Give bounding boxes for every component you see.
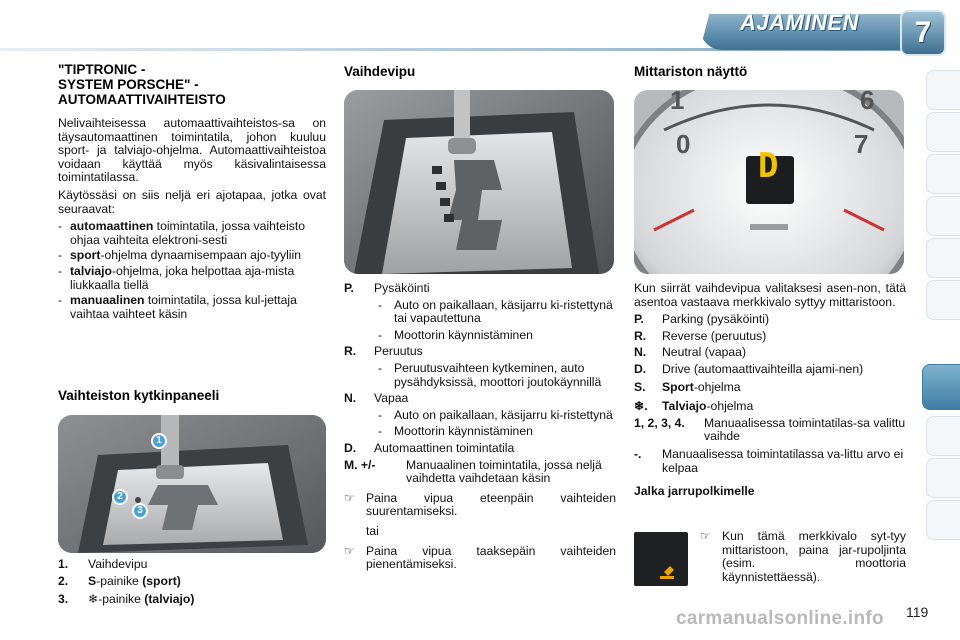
chapter-tab[interactable]	[926, 500, 960, 540]
chapter-tab[interactable]	[926, 280, 960, 320]
dash: -	[378, 424, 383, 439]
chapter-tab[interactable]	[926, 112, 960, 152]
gauge-number: 6	[860, 90, 875, 115]
gear-position-list	[344, 282, 616, 486]
mode-text: -ohjelma, joka helpottaa aja-mista liukkaalla tiellä	[70, 263, 295, 292]
mode-term: sport	[70, 248, 101, 263]
section-title-panel: Vaihteiston kytkinpaneeli	[58, 388, 220, 403]
chapter-tab[interactable]	[926, 70, 960, 110]
display-item	[634, 448, 906, 475]
page-header	[0, 0, 960, 58]
mode-item	[58, 265, 326, 292]
chapter-number-badge: 7	[900, 10, 946, 56]
note-text: tai	[366, 523, 379, 538]
display-text: Parking (pysäköinti)	[662, 312, 770, 327]
snowflake-icon: ❄	[88, 592, 99, 607]
gear-text: Pysäköinti	[374, 281, 430, 295]
note-text: Kun tämä merkkivalo syt-tyy mittaristoon, paina jar-rupoljinta (esim. moottoria käynnistettäessä).	[722, 529, 906, 584]
snowflake-icon: ❄.	[634, 399, 648, 414]
chapter-tab[interactable]	[926, 154, 960, 194]
display-key: R.	[634, 328, 647, 343]
display-text: Reverse (peruutus)	[662, 328, 767, 343]
display-key: D.	[634, 361, 647, 376]
gear-position-item	[344, 442, 616, 456]
watermark: carmanualsonline.info	[676, 608, 884, 629]
display-text: -ohjelma	[693, 379, 741, 394]
intro-paragraph: Nelivaihteisessa automaattivaihteistos-sa on täysautomaattinen toimintatila, johon kuuluu sport- ja talviajo-ohjelma. Automaattivaihteistoa voidaan käyttää myös käsivalintaisessa toimintatilassa.	[58, 116, 326, 185]
title-line: AUTOMAATTIVAIHTEISTO	[58, 92, 226, 107]
panel-legend-list	[58, 558, 326, 607]
gear-text: Vapaa	[374, 391, 409, 406]
note-text: Paina vipua taaksepäin vaihteiden pienentämiseksi.	[366, 543, 616, 572]
gear-subtext: Moottorin käynnistäminen	[394, 327, 533, 342]
gear-key: M. +/-	[344, 457, 376, 472]
gauge-number: 7	[854, 129, 869, 159]
control-panel-illustration	[58, 415, 326, 553]
brake-warning-light	[634, 532, 688, 586]
legend-text: S	[88, 573, 97, 588]
display-key: -.	[634, 446, 642, 461]
modes-paragraph: Käytössäsi on siis neljä eri ajotapaa, jotka ovat seuraavat:	[58, 187, 326, 216]
gear-key: D.	[344, 440, 357, 455]
mode-item	[58, 220, 326, 247]
mode-item	[58, 294, 326, 321]
control-panel-photo	[58, 415, 326, 553]
gear-position-item	[344, 459, 616, 486]
chapter-tab[interactable]	[926, 416, 960, 456]
gear-subitem	[374, 299, 616, 326]
display-text: Manuaalisessa toimintatilas-sa valittu vaihde	[704, 415, 906, 444]
gear-position-item	[344, 282, 616, 296]
brake-note	[700, 530, 906, 588]
display-text: -ohjelma	[706, 399, 754, 414]
display-key: N.	[634, 345, 647, 360]
dash: -	[58, 219, 63, 234]
dash: -	[58, 263, 63, 278]
chapter-tab[interactable]	[926, 196, 960, 236]
gear-subitem	[374, 362, 616, 389]
gear-subtext: Moottorin käynnistäminen	[394, 424, 533, 439]
gear-subitem	[374, 409, 616, 423]
brake-note-item	[700, 530, 906, 584]
dash: -	[378, 407, 383, 422]
display-key: 1, 2, 3, 4.	[634, 415, 685, 430]
mode-text: toimintatila, jossa vaihteisto ohjaa vaihteita elektroni-sesti	[70, 219, 306, 247]
callout-1: 1	[151, 433, 167, 449]
gear-text: Manuaalinen toimintatila, jossa neljä vaihdetta vaihdetaan käsin	[406, 457, 602, 486]
display-item	[634, 346, 906, 360]
display-item	[634, 417, 906, 444]
dash: -	[378, 327, 383, 342]
gear-position-item	[344, 345, 616, 359]
legend-text: -painike	[96, 573, 143, 588]
gear-subtext: Peruutusvaihteen kytkeminen, auto pysähdyksissä, moottori joutokäynnillä	[394, 360, 602, 389]
title-line: "TIPTRONIC -	[58, 62, 146, 77]
shift-note	[344, 545, 616, 572]
gear-lever-illustration	[344, 90, 614, 274]
chapter-tab[interactable]	[926, 458, 960, 498]
gear-subtext: Auto on paikallaan, käsijarru ki-ristettynä	[394, 407, 613, 422]
shift-notes	[344, 492, 616, 572]
legend-number: 1.	[58, 557, 69, 571]
gear-key: N.	[344, 391, 357, 406]
dash: -	[58, 293, 63, 308]
gear-subitem	[374, 329, 616, 343]
column-tiptronic	[58, 62, 326, 323]
shift-note	[344, 492, 616, 519]
dash: -	[378, 297, 383, 312]
instrument-display-photo	[634, 90, 904, 274]
title-line: SYSTEM PORSCHE" -	[58, 77, 199, 92]
gauge-number: 1	[670, 90, 685, 115]
display-key: S.	[634, 379, 646, 394]
display-item	[634, 363, 906, 377]
display-item	[634, 381, 906, 395]
legend-text: Vaihdevipu	[88, 557, 148, 571]
pointing-hand-icon: ☞	[344, 543, 355, 558]
legend-number: 3.	[58, 592, 69, 607]
gear-text: Automaattinen toimintatila	[374, 440, 515, 455]
section-title-display: Mittariston näyttö	[634, 64, 748, 79]
legend-item	[58, 575, 326, 589]
chapter-tab[interactable]	[926, 238, 960, 278]
chapter-tabs	[926, 70, 960, 570]
legend-number: 2.	[58, 573, 69, 588]
display-text: Neutral (vapaa)	[662, 345, 746, 360]
display-item	[634, 400, 906, 414]
gear-position-item	[344, 392, 616, 406]
mode-term: talviajo	[70, 263, 112, 278]
panel-legend	[58, 558, 326, 610]
mode-item	[58, 249, 326, 263]
mode-text: toimintatila, jossa kul-jettaja vaihtaa vaihteet käsin	[70, 293, 297, 321]
gear-key: R.	[344, 344, 357, 359]
mode-text: -ohjelma dynaamisempaan ajo-tyyliin	[100, 248, 301, 263]
mode-term: automaattinen	[70, 219, 154, 234]
gear-subitem	[374, 425, 616, 439]
display-list	[634, 313, 906, 475]
callout-3: 3	[132, 503, 148, 519]
section-title-tiptronic	[58, 62, 326, 107]
display-intro: Kun siirrät vaihdevipua valitaksesi asen-non, tätä asentoa vastaava merkkivalo syttyy mittaristoon.	[634, 281, 906, 309]
chapter-tab-active[interactable]	[922, 364, 960, 410]
brake-pedal-icon	[634, 532, 688, 586]
chapter-title: AJAMINEN	[740, 10, 859, 35]
gear-display-letter: D	[758, 146, 779, 186]
display-text: Drive (automaattivaihteilla ajami-nen)	[662, 361, 864, 376]
display-key: P.	[634, 312, 644, 327]
legend-item	[58, 558, 326, 572]
section-title-gear-lever: Vaihdevipu	[344, 64, 416, 79]
display-item	[634, 330, 906, 344]
gear-key: P.	[344, 281, 354, 295]
mode-list	[58, 220, 326, 321]
display-item	[634, 313, 906, 327]
shift-note	[344, 525, 616, 539]
legend-text: (talviajo)	[144, 592, 195, 607]
dash: -	[378, 360, 383, 375]
legend-text: (sport)	[142, 573, 181, 588]
page-number: 119	[906, 604, 929, 620]
gauge-number: 0	[676, 129, 691, 159]
display-text: Sport	[662, 379, 694, 394]
display-text: Manuaalisessa toimintatilassa va-littu arvo ei kelpaa	[662, 446, 904, 475]
callout-2: 2	[112, 489, 128, 505]
display-text: Talviajo	[662, 399, 707, 414]
brake-title: Jalka jarrupolkimelle	[634, 484, 755, 499]
display-explanations	[634, 282, 906, 499]
gear-subtext: Auto on paikallaan, käsijarru ki-ristettynä tai vapautettuna	[394, 297, 613, 326]
dash: -	[58, 248, 63, 263]
legend-item	[58, 593, 326, 607]
legend-text: -painike	[98, 592, 145, 607]
pointing-hand-icon: ☞	[344, 490, 355, 505]
pointing-hand-icon: ☞	[700, 529, 711, 543]
gear-positions	[344, 282, 616, 576]
note-text: Paina vipua eteenpäin vaihteiden suurentamiseksi.	[366, 490, 616, 519]
gear-lever-photo	[344, 90, 614, 274]
mode-term: manuaalinen	[70, 293, 145, 308]
gear-text: Peruutus	[374, 344, 423, 359]
